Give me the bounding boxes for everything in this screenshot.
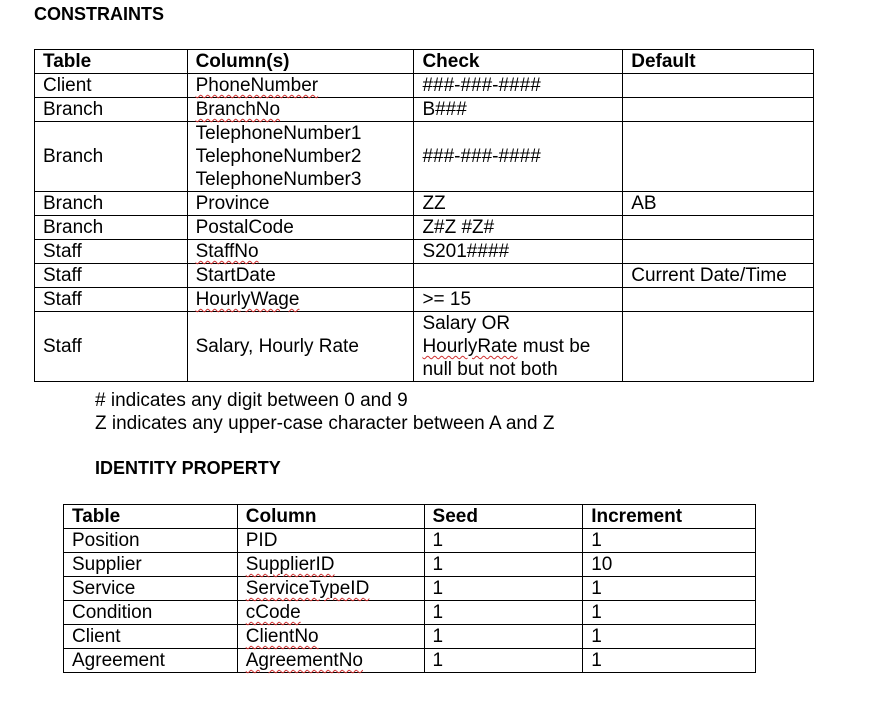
constraints-table [34, 49, 814, 382]
cell-seed: 1 [424, 529, 583, 553]
cell-default [623, 312, 814, 382]
cell-increment: 1 [583, 625, 756, 649]
cell-column: PostalCode [187, 216, 414, 240]
table-header-row [35, 50, 814, 74]
cell-column: StartDate [187, 264, 414, 288]
cell-check: ###-###-#### [414, 74, 623, 98]
cell-check: B### [414, 98, 623, 122]
cell-column: PID [237, 529, 424, 553]
cell-check-rest: must be [517, 336, 591, 357]
cell-default [623, 74, 814, 98]
cell-table: Branch [35, 122, 188, 192]
identity-table [63, 504, 756, 673]
cell-column [237, 553, 424, 577]
cell-column-text: cCode [245, 602, 301, 623]
cell-column-text: ServiceTypeID [245, 578, 370, 599]
cell-column-line: TelephoneNumber3 [195, 169, 362, 190]
cell-check-line [422, 335, 618, 358]
table-row [35, 240, 814, 264]
constraints-heading: CONSTRAINTS [34, 4, 164, 24]
cell-column: Province [187, 192, 414, 216]
cell-column [187, 240, 414, 264]
cell-column-text: BranchNo [195, 99, 281, 120]
cell-table: Supplier [64, 553, 238, 577]
table-row [35, 264, 814, 288]
table-row [64, 601, 756, 625]
cell-column: Salary, Hourly Rate [187, 312, 414, 382]
header-increment: Increment [583, 505, 756, 529]
cell-table: Staff [35, 264, 188, 288]
cell-increment: 10 [583, 553, 756, 577]
cell-check: ZZ [414, 192, 623, 216]
header-seed: Seed [424, 505, 583, 529]
cell-increment: 1 [583, 649, 756, 673]
cell-check: S201#### [414, 240, 623, 264]
cell-column [187, 98, 414, 122]
cell-column [237, 649, 424, 673]
cell-default [623, 122, 814, 192]
cell-increment: 1 [583, 577, 756, 601]
cell-check-line: Salary OR [422, 313, 511, 334]
cell-table: Branch [35, 192, 188, 216]
table-row [64, 553, 756, 577]
cell-column-text: AgreementNo [245, 650, 363, 671]
cell-increment: 1 [583, 601, 756, 625]
table-row [35, 122, 814, 192]
cell-table: Branch [35, 216, 188, 240]
cell-column-text: StaffNo [195, 241, 259, 262]
table-row [64, 577, 756, 601]
cell-column-line: TelephoneNumber1 [195, 123, 362, 144]
table-row [35, 98, 814, 122]
cell-column [237, 577, 424, 601]
cell-default: Current Date/Time [623, 264, 814, 288]
table-row [35, 74, 814, 98]
cell-column [187, 122, 414, 192]
cell-default [623, 288, 814, 312]
cell-table: Staff [35, 312, 188, 382]
cell-table: Staff [35, 288, 188, 312]
note-uppercase: Z indicates any upper-case character between A and Z [95, 413, 555, 434]
table-header-row [64, 505, 756, 529]
cell-check [414, 264, 623, 288]
cell-seed: 1 [424, 553, 583, 577]
note-digit: # indicates any digit between 0 and 9 [95, 390, 408, 411]
cell-table: Service [64, 577, 238, 601]
table-row [64, 529, 756, 553]
cell-column-text: PhoneNumber [195, 75, 319, 96]
cell-table: Client [35, 74, 188, 98]
cell-column [187, 288, 414, 312]
table-row [35, 288, 814, 312]
cell-default [623, 216, 814, 240]
cell-default: AB [623, 192, 814, 216]
cell-default [623, 240, 814, 264]
cell-check: ###-###-#### [414, 122, 623, 192]
cell-table: Client [64, 625, 238, 649]
header-default: Default [623, 50, 814, 74]
cell-check [414, 312, 623, 382]
cell-table: Agreement [64, 649, 238, 673]
cell-column-line: TelephoneNumber2 [195, 146, 362, 167]
cell-seed: 1 [424, 625, 583, 649]
cell-table: Condition [64, 601, 238, 625]
header-columns: Column(s) [187, 50, 414, 74]
cell-column [237, 601, 424, 625]
cell-default [623, 98, 814, 122]
identity-heading: IDENTITY PROPERTY [95, 458, 281, 478]
table-row [35, 312, 814, 382]
cell-check: Z#Z #Z# [414, 216, 623, 240]
header-column: Column [237, 505, 424, 529]
cell-seed: 1 [424, 601, 583, 625]
header-table: Table [64, 505, 238, 529]
cell-check-line: null but not both [422, 359, 558, 380]
table-row [64, 649, 756, 673]
header-table: Table [35, 50, 188, 74]
cell-column-text: HourlyWage [195, 289, 300, 310]
table-row [64, 625, 756, 649]
header-check: Check [414, 50, 623, 74]
cell-column-text: ClientNo [245, 626, 319, 647]
cell-table: Position [64, 529, 238, 553]
cell-check: >= 15 [414, 288, 623, 312]
cell-table: Staff [35, 240, 188, 264]
cell-seed: 1 [424, 649, 583, 673]
cell-column [187, 74, 414, 98]
table-row [35, 216, 814, 240]
cell-table: Branch [35, 98, 188, 122]
table-row [35, 192, 814, 216]
cell-column [237, 625, 424, 649]
cell-seed: 1 [424, 577, 583, 601]
cell-column-text: SupplierID [245, 554, 335, 575]
cell-check-word: HourlyRate [422, 336, 518, 357]
cell-increment: 1 [583, 529, 756, 553]
